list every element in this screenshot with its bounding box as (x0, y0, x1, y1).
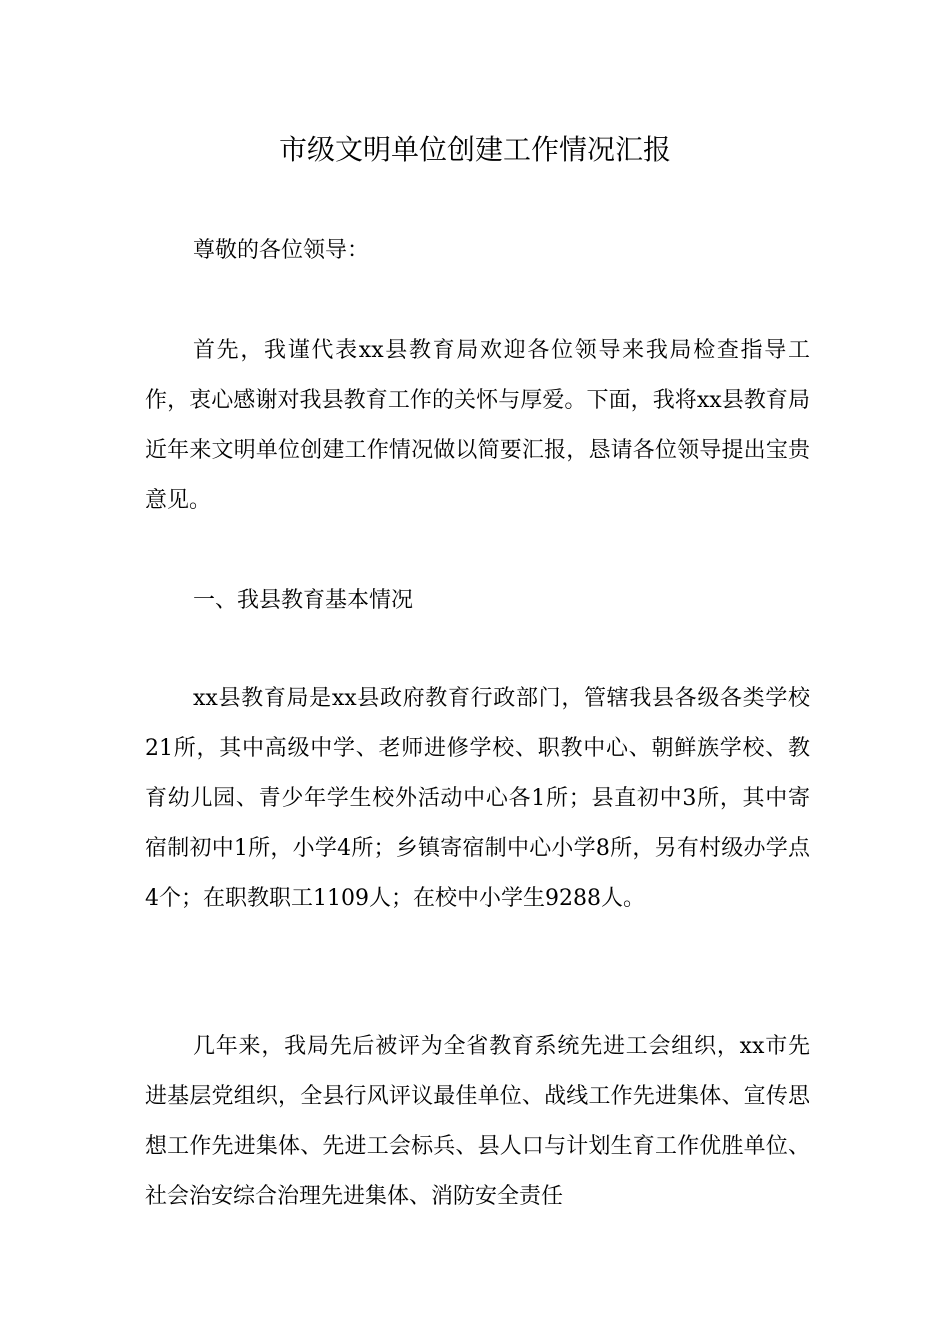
intro-paragraph: 首先，我谨代表xx县教育局欢迎各位领导来我局检查指导工作，衷心感谢对我县教育工作的关怀与厚爱。下面，我将xx县教育局近年来文明单位创建工作情况做以简要汇报，恳请各位领导提出宝贵意见。 (145, 338, 810, 513)
section-heading-basic-situation: 一、我县教育基本情况 (193, 588, 414, 613)
basic-situation-paragraph: xx县教育局是xx县政府教育行政部门，管辖我县各级各类学校21所，其中高级中学、老师进修学校、职教中心、朝鲜族学校、教育幼儿园、青少年学生校外活动中心各1所；县直初中3所，其中寄宿制初中1所，小学4所；乡镇寄宿制中心小学8所，另有村级办学点4个；在职教职工1109人；在校中小学生9288人。 (145, 686, 810, 911)
salutation-paragraph: 尊敬的各位领导： (193, 238, 370, 263)
document-title: 市级文明单位创建工作情况汇报 (278, 133, 671, 166)
honors-paragraph: 几年来，我局先后被评为全省教育系统先进工会组织，xx市先进基层党组织，全县行风评议最佳单位、战线工作先进集体、宣传思想工作先进集体、先进工会标兵、县人口与计划生育工作优胜单位、社会治安综合治理先进集体、消防安全责任 (145, 1034, 810, 1209)
